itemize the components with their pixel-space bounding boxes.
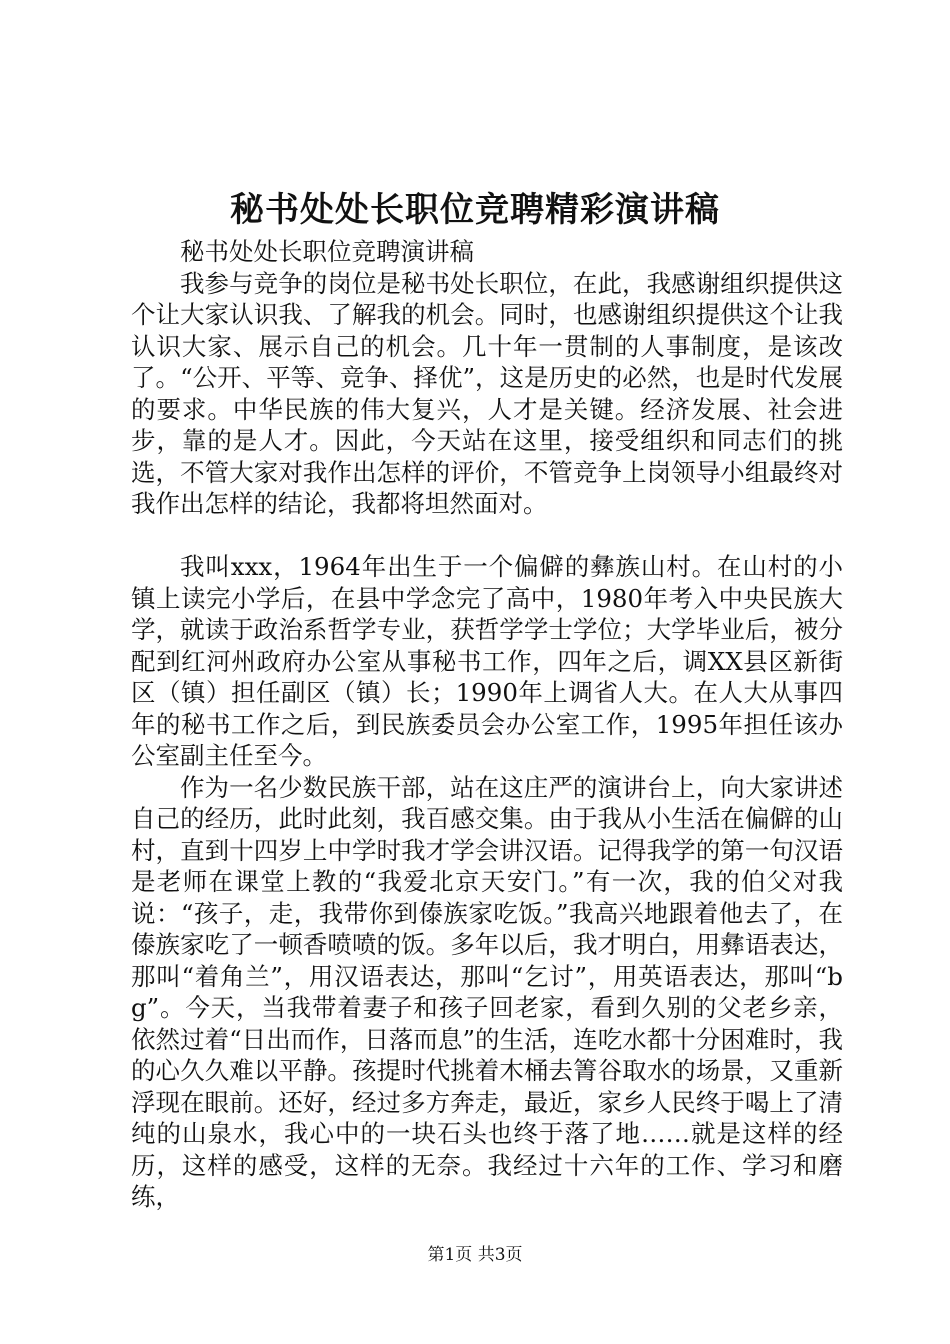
document-body: [131, 236, 843, 1213]
subtitle-paragraph: 秘书处处长职位竞聘演讲稿: [180, 237, 474, 266]
paragraph-biography: 我叫xxx，1964年出生于一个偏僻的彝族山村。在山村的小镇上读完小学后，在县中学念完了高中，1980年考入中央民族大学，就读于政治系哲学专业，获哲学学士学位；大学毕业后，被分配到红河州政府办公室从事秘书工作，四年之后，调XX县区新街区（镇）担任副区（镇）长；1990年上调省人大。在人大从事四年的秘书工作之后，到民族委员会办公室工作，1995年担任该办公室副主任至今。: [131, 552, 843, 770]
paragraph-intro: 我参与竞争的岗位是秘书处长职位，在此，我感谢组织提供这个让大家认识我、了解我的机会。同时，也感谢组织提供这个让我认识大家、展示自己的机会。几十年一贯制的人事制度，是该改了。“公开、平等、竞争、择优”，这是历史的必然，也是时代发展的要求。中华民族的伟大复兴，人才是关键。经济发展、社会进步，靠的是人才。因此，今天站在这里，接受组织和同志们的挑选，不管大家对我作出怎样的评价，不管竞争上岗领导小组最终对我作出怎样的结论，我都将坦然面对。: [131, 268, 843, 518]
paragraph-experience: 作为一名少数民族干部，站在这庄严的演讲台上，向大家讲述自己的经历，此时此刻，我百感交集。由于我从小生活在偏僻的山村，直到十四岁上中学时我才学会讲汉语。记得我学的第一句汉语是老师在课堂上教的“我爱北京天安门。”有一次，我的伯父对我说：“孩子，走，我带你到傣族家吃饭。”我高兴地跟着他去了，在傣族家吃了一顿香喷喷的饭。多年以后，我才明白，用彝语表达，那叫“着角兰”，用汉语表达，那叫“乞讨”，用英语表达，那叫“bg”。今天，当我带着妻子和孩子回老家，看到久别的父老乡亲，依然过着“日出而作，日落而息”的生活，连吃水都十分困难时，我的心久久难以平静。孩提时代挑着木桶去箐谷取水的场景，又重新浮现在眼前。还好，经过多方奔走，最近，家乡人民终于喝上了清纯的山泉水，我心中的一块石头也终于落了地……就是这样的经历，这样的感受，这样的无奈。我经过十六年的工作、学习和磨练，: [131, 772, 843, 1211]
page-footer: 第1页 共3页: [427, 1245, 523, 1265]
document-title: 秘书处处长职位竞聘精彩演讲稿: [230, 190, 720, 230]
